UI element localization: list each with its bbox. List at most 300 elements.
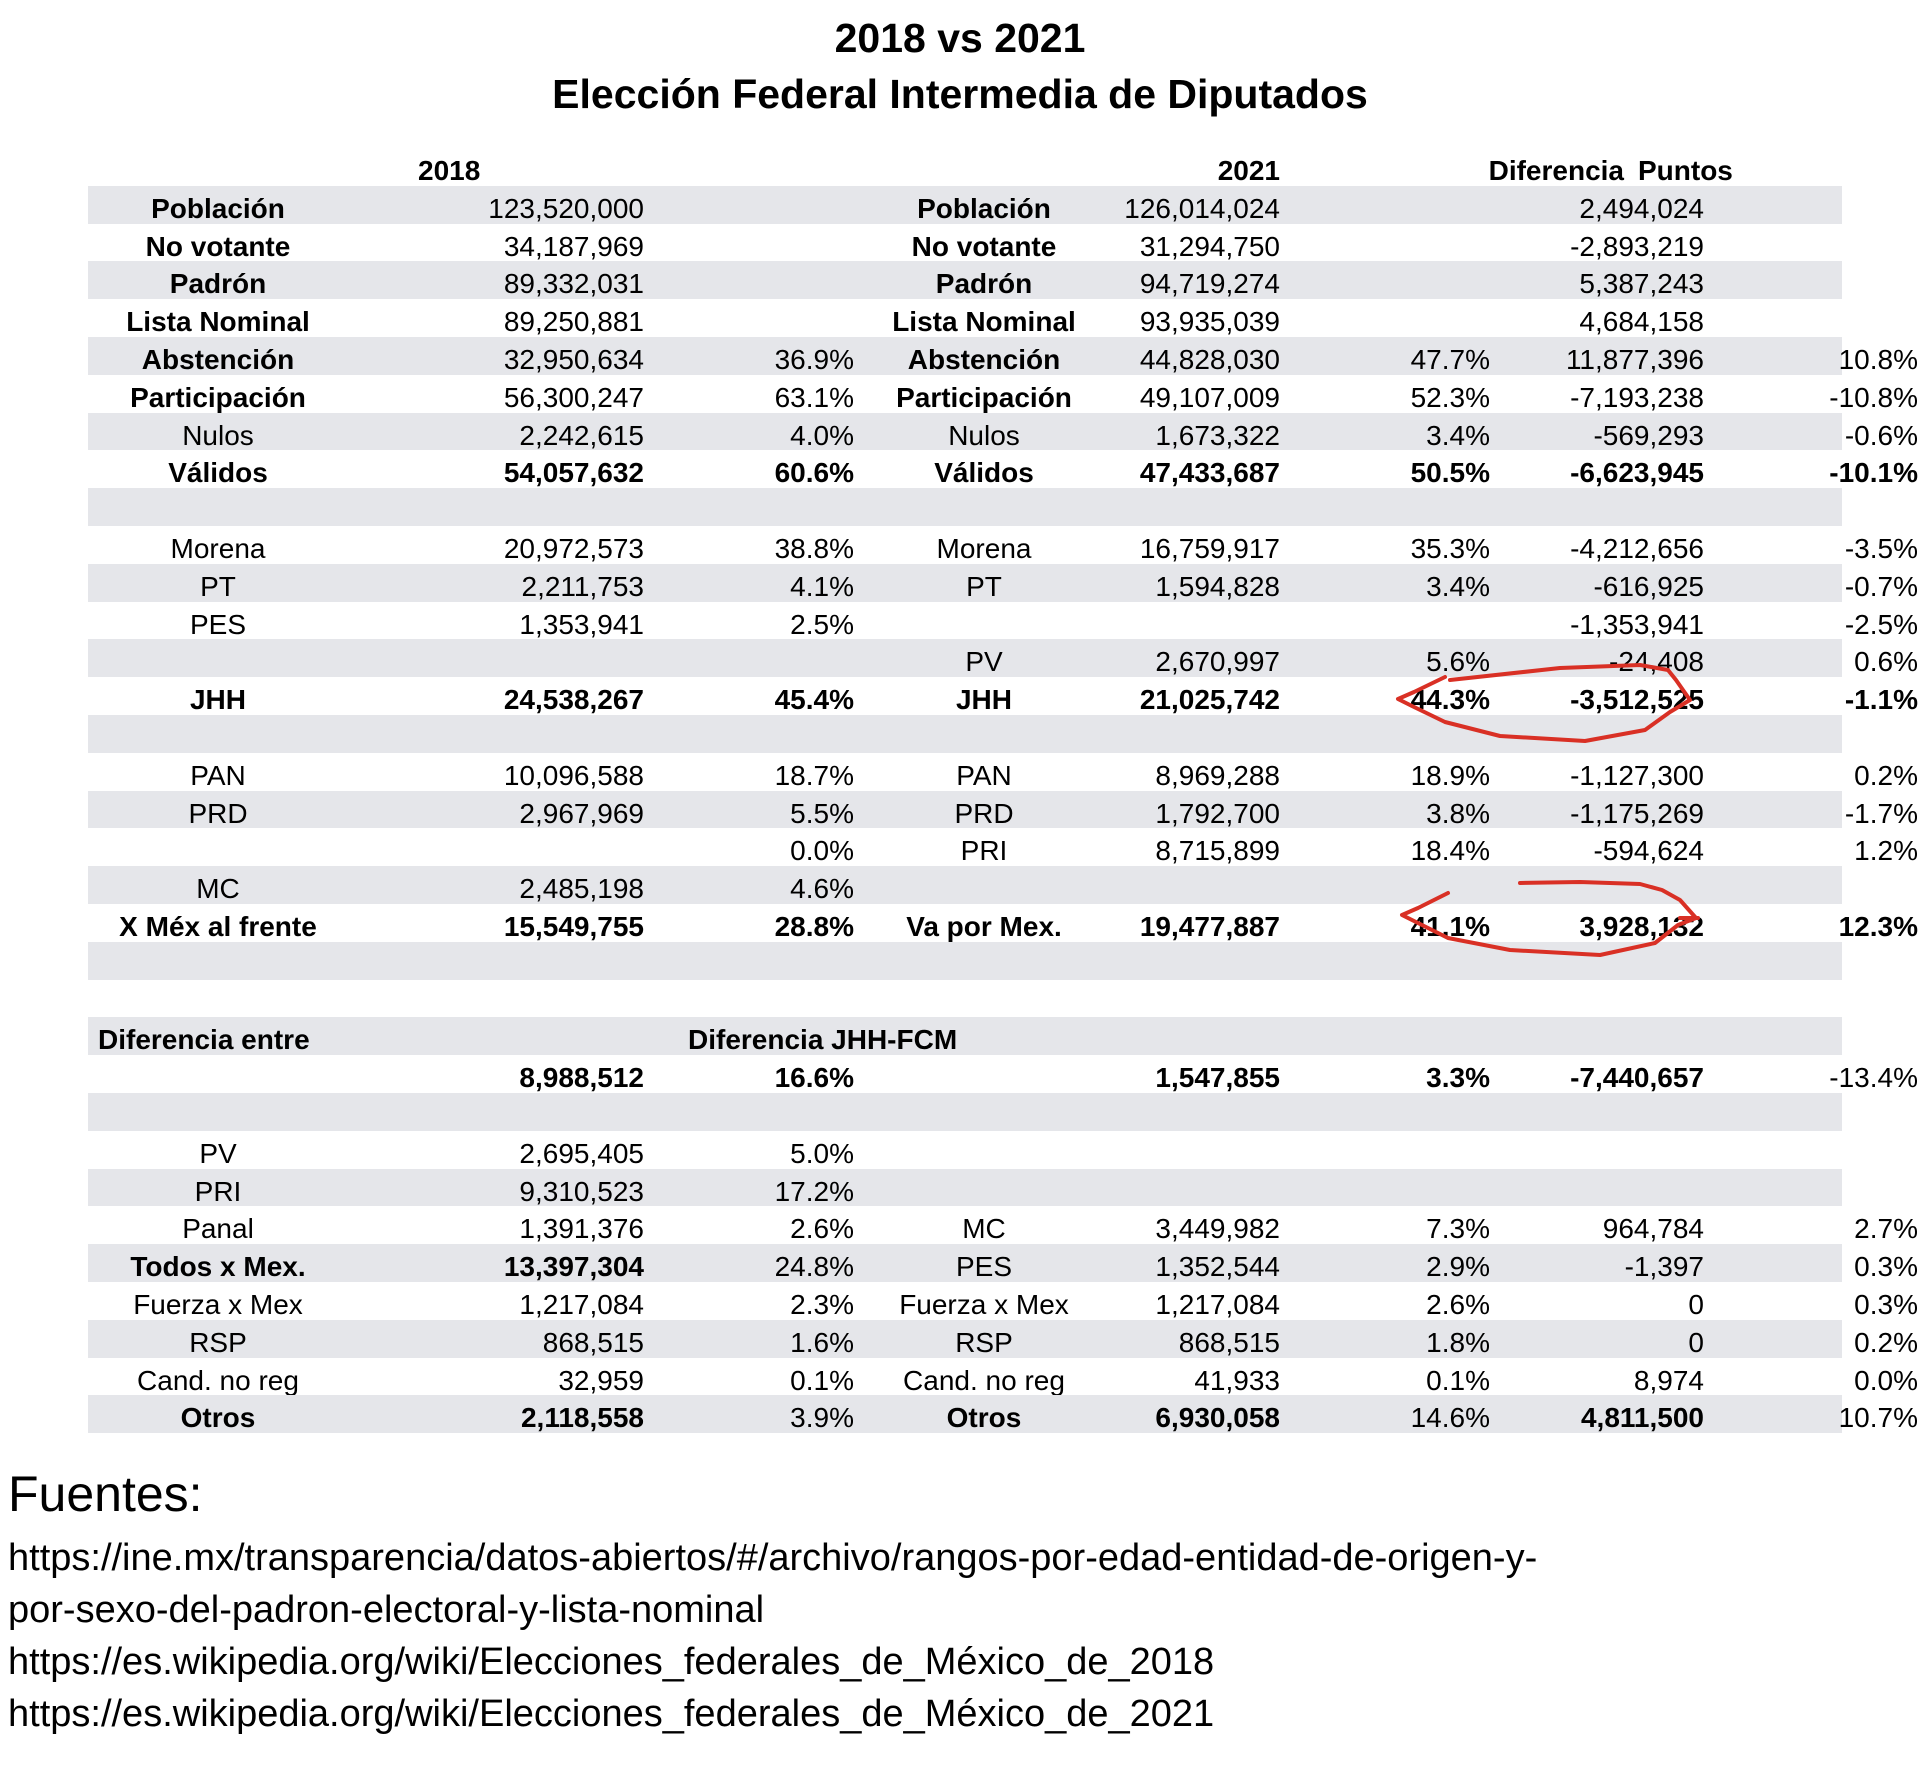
table-cell-c5: 8,715,899 (1155, 835, 1280, 867)
table-cell-c4 (854, 1169, 1114, 1207)
table-cell-c4 (854, 1131, 1114, 1169)
table-cell-c8 (1704, 715, 1918, 753)
table-body (88, 186, 1918, 1434)
table-cell-c4: Nulos (948, 419, 1020, 451)
table-cell-c6: 0.1% (1426, 1364, 1490, 1396)
table-cell-c7: 8,974 (1633, 1364, 1704, 1396)
table-row (88, 1395, 1918, 1434)
table-cell-c3: 3.9% (790, 1402, 854, 1434)
table-cell-c4 (854, 942, 1114, 980)
table-cell-c5 (1114, 1017, 1280, 1055)
table-cell-c3: 0.1% (790, 1364, 854, 1396)
table-cell-c8: -13.4% (1829, 1062, 1918, 1094)
table-cell-c3: 2.6% (790, 1213, 854, 1245)
table-cell-c1: PAN (190, 759, 246, 791)
table-cell-c3: 1.6% (790, 1326, 854, 1358)
table-cell-c5: 2,670,997 (1155, 646, 1280, 678)
table-row (88, 337, 1918, 375)
table-cell-c3: 18.7% (774, 759, 854, 791)
table-cell-c8: 0.3% (1854, 1251, 1918, 1283)
table-cell-c4 (854, 715, 1114, 753)
table-cell-c3 (644, 715, 854, 753)
table-row (88, 715, 1842, 753)
table-row (88, 1169, 1842, 1207)
table-cell-c1 (88, 828, 348, 866)
table-cell-c7: 11,877,396 (1565, 343, 1704, 375)
table-cell-c7: -24,408 (1609, 646, 1704, 678)
table-cell-c8 (1704, 186, 1918, 224)
table-cell-c3: 5.5% (790, 797, 854, 829)
table-cell-c6 (1280, 715, 1490, 753)
table-row (88, 1244, 1918, 1283)
table-cell-c7 (1490, 866, 1704, 904)
table-row (88, 261, 1842, 299)
table-cell-c2: 54,057,632 (503, 457, 644, 489)
table-cell-c4: Lista Nominal (892, 306, 1076, 338)
table-row (88, 375, 1918, 413)
table-cell-c3: 17.2% (774, 1175, 854, 1207)
table-cell-c5: 94,719,274 (1139, 268, 1280, 300)
table-cell-c6 (1280, 224, 1490, 262)
table-cell-c8 (1704, 299, 1918, 337)
table-cell-c7 (1490, 1093, 1704, 1131)
table-cell-c3 (644, 224, 854, 262)
table-cell-c1: Todos x Mex. (130, 1251, 306, 1283)
table-cell-c2: 89,250,881 (503, 306, 644, 338)
table-cell-c8 (1704, 1169, 1918, 1207)
table-cell-c5: 1,792,700 (1155, 797, 1280, 829)
table-cell-c5: 1,352,544 (1155, 1251, 1280, 1283)
table-cell-c4: Cand. no reg (903, 1364, 1065, 1396)
table-cell-c4: PRD (954, 797, 1014, 829)
table-cell-c6: 47.7% (1410, 343, 1490, 375)
table-cell-c4: RSP (955, 1326, 1013, 1358)
table-row (88, 186, 1842, 224)
table-cell-c2 (348, 639, 644, 677)
source-link-2[interactable]: https://es.wikipedia.org/wiki/Elecciones_federales_de_México_de_2018 (8, 1641, 1215, 1683)
table-cell-c5 (1114, 980, 1280, 1018)
table-cell-c7: 4,684,158 (1579, 306, 1704, 338)
table-cell-c1: Morena (170, 532, 266, 564)
table-cell-c7: -6,623,945 (1570, 457, 1704, 489)
table-cell-c7: 0 (1688, 1288, 1704, 1320)
table-cell-c7 (1490, 1169, 1704, 1207)
source-link-1[interactable]: https://ine.mx/transparencia/datos-abiertos/#/archivo/rangos-por-edad-entidad-de-origen-y- (8, 1537, 1538, 1579)
header-puntos: Puntos (1638, 155, 1733, 186)
table-cell-c1: Padrón (169, 268, 267, 300)
table-cell-c2 (348, 488, 644, 526)
table-cell-c2: 2,242,615 (519, 419, 644, 451)
table-cell-c7 (1490, 942, 1704, 980)
table-cell-c3 (644, 639, 854, 677)
table-cell-c5 (1114, 1169, 1280, 1207)
table-cell-c6: 41.1% (1410, 910, 1490, 942)
table-cell-c8: 0.3% (1854, 1288, 1918, 1320)
table-cell-c8 (1704, 224, 1918, 262)
table-cell-c4: Otros (946, 1402, 1022, 1434)
table-cell-c5: 93,935,039 (1139, 306, 1280, 338)
table-cell-c2: 20,972,573 (503, 532, 644, 564)
table-cell-c3 (644, 942, 854, 980)
table-cell-c1: No votante (145, 230, 291, 262)
table-cell-c1: Fuerza x Mex (133, 1288, 303, 1320)
table-row (88, 791, 1918, 829)
table-cell-c3: 60.6% (774, 457, 854, 489)
header-2021: 2021 (1217, 155, 1280, 186)
title-line-1: 2018 vs 2021 (834, 15, 1086, 61)
table-cell-c1: PRI (194, 1175, 242, 1207)
table-cell-c8: 1.2% (1854, 835, 1918, 867)
table-cell-c2: 56,300,247 (503, 381, 644, 413)
table-cell-c7: -569,293 (1593, 419, 1704, 451)
table-cell-c2 (348, 1093, 644, 1131)
table-cell-c3: 2.3% (790, 1288, 854, 1320)
table-cell-c2: 32,950,634 (503, 343, 644, 375)
table-cell-c8: 2.7% (1854, 1213, 1918, 1245)
table-cell-c2: 89,332,031 (503, 268, 644, 300)
table-cell-c4: Padrón (935, 268, 1033, 300)
table-cell-c4: Participación (896, 381, 1072, 413)
table-cell-c3 (644, 1093, 854, 1131)
table-cell-c6: 5.6% (1426, 646, 1490, 678)
table-cell-c5: 19,477,887 (1139, 910, 1280, 942)
table-cell-c1 (88, 980, 348, 1018)
table-cell-c8 (1704, 1131, 1918, 1169)
table-cell-c4: Fuerza x Mex (899, 1288, 1069, 1320)
table-cell-c6 (1280, 186, 1490, 224)
table-cell-c4: Válidos (934, 457, 1034, 489)
table-cell-c7 (1490, 1131, 1704, 1169)
table-cell-c7: -1,127,300 (1570, 759, 1704, 791)
table-cell-c6: 52.3% (1410, 381, 1490, 413)
table-cell-c7: -594,624 (1593, 835, 1704, 867)
table-cell-c8: -2.5% (1844, 608, 1918, 640)
table-cell-c7: -1,175,269 (1570, 797, 1704, 829)
table-cell-c2: 2,485,198 (519, 873, 644, 905)
table-cell-c7 (1490, 1017, 1704, 1055)
table-cell-c3: 38.8% (774, 532, 854, 564)
table-cell-c6 (1280, 1131, 1490, 1169)
table-row (88, 1093, 1842, 1131)
table-cell-c2: 13,397,304 (503, 1251, 644, 1283)
table-cell-c2 (348, 980, 644, 1018)
table-cell-c7: 2,494,024 (1579, 192, 1704, 224)
table-cell-c4: MC (962, 1213, 1006, 1245)
table-cell-c2: 24,538,267 (503, 684, 644, 716)
table-cell-c8: -3.5% (1844, 532, 1918, 564)
table-cell-c8: -1.7% (1844, 797, 1918, 829)
table-cell-c1 (88, 715, 348, 753)
table-cell-c6: 3.4% (1426, 419, 1490, 451)
table-cell-c3: 16.6% (774, 1062, 854, 1094)
table-cell-c8: -0.7% (1844, 570, 1918, 602)
table-cell-c4: PAN (956, 759, 1012, 791)
table-cell-c3: 4.0% (790, 419, 854, 451)
table-cell-c7: -1,353,941 (1570, 608, 1704, 640)
table-cell-c8: 0.6% (1854, 646, 1918, 678)
table-cell-c7: 0 (1688, 1326, 1704, 1358)
table-row (88, 828, 1918, 867)
table-cell-c5: 1,547,855 (1155, 1062, 1280, 1094)
table-cell-c2: 1,217,084 (519, 1288, 644, 1320)
sources-label: Fuentes: (8, 1466, 203, 1522)
table-cell-c3: 5.0% (790, 1137, 854, 1169)
table-cell-c2: 123,520,000 (488, 192, 644, 224)
table-cell-c3: 0.0% (790, 835, 854, 867)
table-row (88, 866, 1842, 904)
table-cell-c4: Abstención (907, 343, 1061, 375)
table-cell-c2 (348, 1017, 644, 1055)
table-cell-c1: MC (196, 873, 240, 905)
table-cell-c7 (1490, 715, 1704, 753)
header-row (88, 148, 1842, 186)
table-cell-c2: 10,096,588 (503, 759, 644, 791)
table-cell-c4: JHH (955, 684, 1012, 716)
table-row (88, 904, 1918, 942)
table-cell-c3 (644, 186, 854, 224)
table-cell-c1: Participación (130, 381, 306, 413)
table-cell-c6 (1280, 980, 1490, 1018)
table-cell-c1: Cand. no reg (137, 1364, 299, 1396)
table-cell-c1: Abstención (141, 343, 295, 375)
table-cell-c5: 1,673,322 (1155, 419, 1280, 451)
sources-section (8, 1464, 1537, 1740)
table-cell-c6 (1280, 299, 1490, 337)
table-cell-c4 (854, 1093, 1114, 1131)
table-cell-c7 (1490, 488, 1704, 526)
header-diferencia: Diferencia (1488, 155, 1624, 186)
table-cell-c2: 868,515 (542, 1326, 644, 1358)
table-cell-c4: Población (917, 192, 1051, 224)
table-cell-c6: 18.4% (1410, 835, 1490, 867)
table-cell-c6 (1280, 942, 1490, 980)
table-cell-c8 (1704, 1093, 1918, 1131)
table-cell-c2: 2,967,969 (519, 797, 644, 829)
table-row (88, 1282, 1918, 1320)
table-cell-c7: -2,893,219 (1570, 230, 1704, 262)
table-cell-c2: 15,549,755 (503, 910, 644, 942)
table-cell-c2: 34,187,969 (503, 230, 644, 262)
table-cell-c6: 3.8% (1426, 797, 1490, 829)
source-link-1-continued[interactable]: por-sexo-del-padron-electoral-y-lista-nominal (8, 1589, 765, 1631)
table-row (88, 413, 1918, 451)
table-cell-c5: 1,217,084 (1155, 1288, 1280, 1320)
table-cell-c7 (1490, 980, 1704, 1018)
title-line-2: Elección Federal Intermedia de Diputados (552, 71, 1368, 117)
data-sheet (88, 148, 1918, 1434)
table-cell-c2: 1,353,941 (519, 608, 644, 640)
table-cell-c3: 63.1% (774, 381, 854, 413)
table-row (88, 450, 1918, 489)
table-cell-c1 (88, 1055, 348, 1093)
table-cell-c8: 10.8% (1838, 343, 1918, 375)
table-cell-c2: 2,695,405 (519, 1137, 644, 1169)
table-cell-c6 (1280, 866, 1490, 904)
table-cell-c1: PT (200, 570, 236, 602)
table-cell-c4: PV (965, 646, 1003, 678)
table-cell-c5 (1114, 1131, 1280, 1169)
table-cell-c1: X Méx al frente (119, 910, 317, 942)
table-cell-c8: -10.8% (1829, 381, 1918, 413)
table-cell-c7: -616,925 (1593, 570, 1704, 602)
table-cell-c7: 4,811,500 (1580, 1402, 1704, 1434)
table-cell-c1: Panal (182, 1213, 254, 1245)
table-row (88, 564, 1918, 602)
table-cell-c2 (348, 828, 644, 866)
table-cell-c3 (644, 299, 854, 337)
table-cell-c1: Otros (180, 1402, 256, 1434)
table-cell-c1: Lista Nominal (126, 306, 310, 338)
table-row (88, 224, 1842, 262)
table-row (88, 1131, 1842, 1169)
table-cell-c4: No votante (911, 230, 1057, 262)
table-cell-c4 (854, 866, 1114, 904)
table-cell-c5: 126,014,024 (1124, 192, 1280, 224)
table-row (88, 677, 1918, 716)
table-cell-c4 (854, 980, 1114, 1018)
table-row (88, 299, 1842, 337)
table-row (88, 488, 1842, 526)
table-cell-c7: -7,440,657 (1570, 1062, 1704, 1094)
table-cell-c4 (854, 488, 1114, 526)
table-cell-c3 (644, 261, 854, 299)
table-cell-c8: -0.6% (1844, 419, 1918, 451)
table-cell-c2: 2,211,753 (521, 570, 644, 602)
table-cell-c7: -4,212,656 (1570, 532, 1704, 564)
table-cell-c1: PV (199, 1137, 237, 1169)
table-cell-c1: PES (189, 608, 247, 640)
table-cell-c4: PES (955, 1251, 1013, 1283)
table-cell-c2: 1,391,376 (519, 1213, 644, 1245)
table-cell-c6 (1280, 1093, 1490, 1131)
table-cell-c1 (88, 639, 348, 677)
table-row (88, 1017, 1842, 1055)
table-cell-c6: 1.8% (1426, 1326, 1490, 1358)
table-row (88, 602, 1918, 640)
table-cell-c8 (1704, 866, 1918, 904)
table-cell-c4 (854, 1055, 1114, 1093)
table-cell-c6 (1280, 1169, 1490, 1207)
table-cell-c5 (1114, 602, 1280, 640)
table-cell-c3: 2.5% (790, 608, 854, 640)
table-cell-c8 (1704, 980, 1918, 1018)
table-cell-c5: 44,828,030 (1139, 343, 1280, 375)
table-cell-c6: 3.3% (1426, 1062, 1490, 1094)
table-cell-c6 (1280, 261, 1490, 299)
table-row (88, 753, 1918, 791)
table-row (88, 1055, 1918, 1094)
table-cell-c8: 0.0% (1854, 1364, 1918, 1396)
table-cell-c3: 4.1% (790, 570, 854, 602)
table-cell-c3 (644, 980, 854, 1018)
table-cell-c3: 4.6% (790, 873, 854, 905)
table-cell-c8: 12.3% (1838, 910, 1918, 942)
table-cell-c6: 18.9% (1410, 759, 1490, 791)
table-cell-c3: 28.8% (774, 910, 854, 942)
table-cell-c5 (1114, 488, 1280, 526)
table-cell-c5: 1,594,828 (1155, 570, 1280, 602)
table-cell-c1: Nulos (182, 419, 254, 451)
table-cell-c6: 44.3% (1410, 684, 1490, 716)
table-cell-c8: 10.7% (1838, 1402, 1918, 1434)
table-cell-c4 (854, 602, 1114, 640)
table-cell-c8 (1704, 488, 1918, 526)
table-cell-c6: 7.3% (1426, 1213, 1490, 1245)
table-cell-c2: 9,310,523 (519, 1175, 644, 1207)
table-cell-c7: -3,512,525 (1570, 684, 1704, 716)
table-cell-c5 (1114, 1093, 1280, 1131)
table-cell-c3: 36.9% (774, 343, 854, 375)
table-cell-c1: RSP (189, 1326, 247, 1358)
table-cell-c1: PRD (188, 797, 248, 829)
table-cell-c2: 32,959 (558, 1364, 644, 1396)
table-row (88, 980, 1842, 1018)
table-cell-c5: 31,294,750 (1139, 230, 1280, 262)
table-cell-c3 (644, 488, 854, 526)
table-cell-c6: 2.9% (1426, 1251, 1490, 1283)
table-cell-c6: 2.6% (1426, 1288, 1490, 1320)
table-cell-c4: Morena (936, 532, 1032, 564)
table-cell-c3: 24.8% (774, 1251, 854, 1283)
table-cell-c5: 3,449,982 (1155, 1213, 1280, 1245)
table-cell-c6: 3.4% (1426, 570, 1490, 602)
table-row (88, 639, 1918, 678)
table-cell-c2: 2,118,558 (520, 1402, 644, 1434)
table-cell-c5: 47,433,687 (1139, 457, 1280, 489)
table-cell-c7: 964,784 (1602, 1213, 1704, 1245)
table-cell-c5 (1114, 942, 1280, 980)
table-row (88, 942, 1842, 980)
table-cell-c5: 21,025,742 (1139, 684, 1280, 716)
table-cell-c5 (1114, 866, 1280, 904)
table-cell-c5: 8,969,288 (1155, 759, 1280, 791)
table-cell-c1: JHH (189, 684, 246, 716)
table-row (88, 1320, 1918, 1358)
table-cell-c6: 50.5% (1410, 457, 1490, 489)
table-cell-c7: -7,193,238 (1570, 381, 1704, 413)
table-cell-c6 (1280, 488, 1490, 526)
table-cell-c1 (88, 942, 348, 980)
table-cell-c2 (348, 942, 644, 980)
table-cell-c4: PRI (960, 835, 1008, 867)
table-cell-c8: 0.2% (1854, 759, 1918, 791)
table-cell-c8: 0.2% (1854, 1326, 1918, 1358)
table-cell-c8 (1704, 942, 1918, 980)
table-cell-c8 (1704, 261, 1918, 299)
table-cell-c5: 49,107,009 (1139, 381, 1280, 413)
table-cell-c7: -1,397 (1624, 1251, 1704, 1283)
table-cell-c7: 5,387,243 (1579, 268, 1704, 300)
table-cell-c5: 41,933 (1194, 1364, 1280, 1396)
table-cell-c2 (348, 715, 644, 753)
table-cell-c1: Diferencia entre (98, 1024, 310, 1056)
table-cell-c4: Diferencia JHH-FCM (688, 1024, 958, 1056)
source-link-3[interactable]: https://es.wikipedia.org/wiki/Elecciones_federales_de_México_de_2021 (8, 1693, 1215, 1735)
table-cell-c6 (1280, 1017, 1490, 1055)
table-cell-c7: 3,928,132 (1579, 910, 1704, 942)
table-cell-c1: Válidos (168, 457, 268, 489)
table-row (88, 1206, 1918, 1245)
header-2018: 2018 (418, 155, 481, 186)
table-cell-c3: 45.4% (774, 684, 854, 716)
table-cell-c8: -1.1% (1844, 684, 1918, 716)
table-cell-c5: 16,759,917 (1139, 532, 1280, 564)
table-cell-c5: 868,515 (1178, 1326, 1280, 1358)
table-cell-c2: 8,988,512 (519, 1062, 644, 1094)
table-row (88, 526, 1918, 564)
table-cell-c8: -10.1% (1829, 457, 1918, 489)
table-cell-c1: Población (151, 192, 285, 224)
